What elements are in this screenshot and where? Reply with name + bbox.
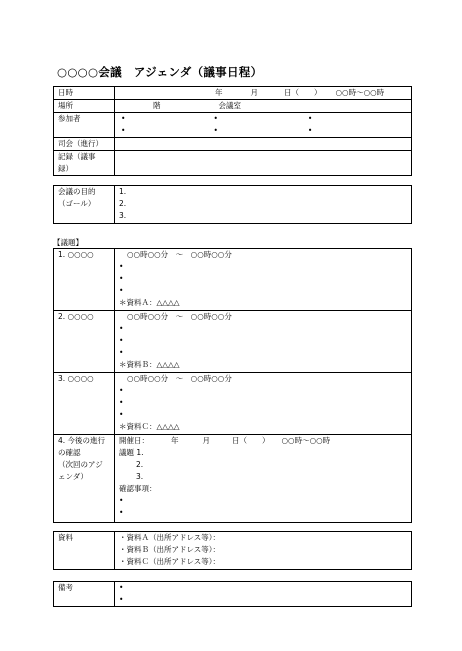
remarks-label: 備考 xyxy=(54,582,115,607)
topic-3-material: ＊資料Ｃ：△△△△ xyxy=(119,422,180,431)
topic-2-label: 2. ○○○○ xyxy=(54,311,115,373)
bullet: • xyxy=(119,324,124,333)
topic-1-material: ＊資料Ａ：△△△△ xyxy=(119,298,180,307)
bullet: • xyxy=(119,386,124,395)
bullet: • xyxy=(119,348,124,357)
purpose-item: 1. xyxy=(119,187,127,196)
date-value[interactable] xyxy=(115,87,412,100)
next-date-month: 月 xyxy=(202,436,210,445)
bullet: • xyxy=(119,262,124,271)
bullet: • xyxy=(121,114,126,123)
chair-label: 司会（進行） xyxy=(54,138,115,151)
materials-table xyxy=(53,531,412,570)
material-item: ・資料Ｃ（出所アドレス等）： xyxy=(119,557,221,566)
bullet: • xyxy=(213,126,218,135)
attendees-label: 参加者 xyxy=(54,113,115,138)
bullet: • xyxy=(119,286,124,295)
next-date-day: 日（ ） xyxy=(232,436,270,445)
topic-1-label: 1. ○○○○ xyxy=(54,249,115,311)
purpose-items[interactable] xyxy=(115,186,412,224)
next-topic-1: 議題 1. xyxy=(119,448,144,457)
purpose-table xyxy=(53,185,412,224)
bullet: • xyxy=(213,114,218,123)
materials-label: 資料 xyxy=(54,532,115,570)
topic-2-material: ＊資料Ｂ：△△△△ xyxy=(119,360,180,369)
topic-3-label: 3. ○○○○ xyxy=(54,373,115,435)
remarks-table xyxy=(53,581,412,607)
topic-1-time: ○○時○○分 ～ ○○時○○分 xyxy=(127,250,232,259)
place-room: 会議室 xyxy=(218,101,241,110)
next-topic-2: 2. xyxy=(136,460,144,469)
topic-2-content[interactable] xyxy=(115,311,412,373)
bullet: • xyxy=(119,274,124,283)
attendees-value[interactable] xyxy=(115,113,412,138)
bullet: • xyxy=(119,410,124,419)
bullet: • xyxy=(119,595,124,604)
topic-3-content[interactable] xyxy=(115,373,412,435)
next-date-time: ○○時～○○時 xyxy=(281,436,331,445)
topic-3-time: ○○時○○分 ～ ○○時○○分 xyxy=(127,374,232,383)
remarks-content[interactable] xyxy=(115,582,412,607)
bullet: • xyxy=(119,336,124,345)
place-value[interactable] xyxy=(115,100,412,113)
next-date-prefix: 開催日： xyxy=(119,436,149,445)
date-time: ○○時～○○時 xyxy=(335,88,385,97)
purpose-item: 3. xyxy=(119,211,127,220)
document-title: ○○○○会議 アジェンダ（議事日程） xyxy=(57,65,263,79)
minutes-value[interactable] xyxy=(115,151,412,176)
purpose-item: 2. xyxy=(119,199,127,208)
date-year: 年 xyxy=(215,88,223,97)
materials-content[interactable] xyxy=(115,532,412,570)
meeting-info-table xyxy=(53,86,412,176)
date-month: 月 xyxy=(250,88,258,97)
bullet: • xyxy=(121,126,126,135)
next-date-year: 年 xyxy=(171,436,179,445)
date-label: 日時 xyxy=(54,87,115,100)
next-meeting-label: 4. 今後の進行 の確認 （次回のアジ ェンダ） xyxy=(54,435,115,523)
bullet: • xyxy=(119,583,124,592)
next-meeting-content[interactable] xyxy=(115,435,412,523)
agenda-table xyxy=(53,248,412,523)
material-item: ・資料Ａ（出所アドレス等）： xyxy=(119,533,221,542)
agenda-section-label: 【議題】 xyxy=(53,238,83,247)
material-item: ・資料Ｂ（出所アドレス等）： xyxy=(119,545,221,554)
place-floor: 階 xyxy=(153,101,161,110)
bullet: • xyxy=(119,496,124,505)
chair-value[interactable] xyxy=(115,138,412,151)
bullet: • xyxy=(307,114,313,123)
place-label: 場所 xyxy=(54,100,115,113)
bullet: • xyxy=(119,508,124,517)
purpose-label: 会議の目的 （ゴール） xyxy=(54,186,115,224)
topic-1-content[interactable] xyxy=(115,249,412,311)
bullet: • xyxy=(307,126,313,135)
date-day: 日（ ） xyxy=(284,88,322,97)
next-topic-3: 3. xyxy=(136,472,144,481)
minutes-label: 記録（議事 録） xyxy=(54,151,115,176)
bullet: • xyxy=(119,398,124,407)
next-confirm: 確認事項： xyxy=(119,484,157,493)
topic-2-time: ○○時○○分 ～ ○○時○○分 xyxy=(127,312,232,321)
